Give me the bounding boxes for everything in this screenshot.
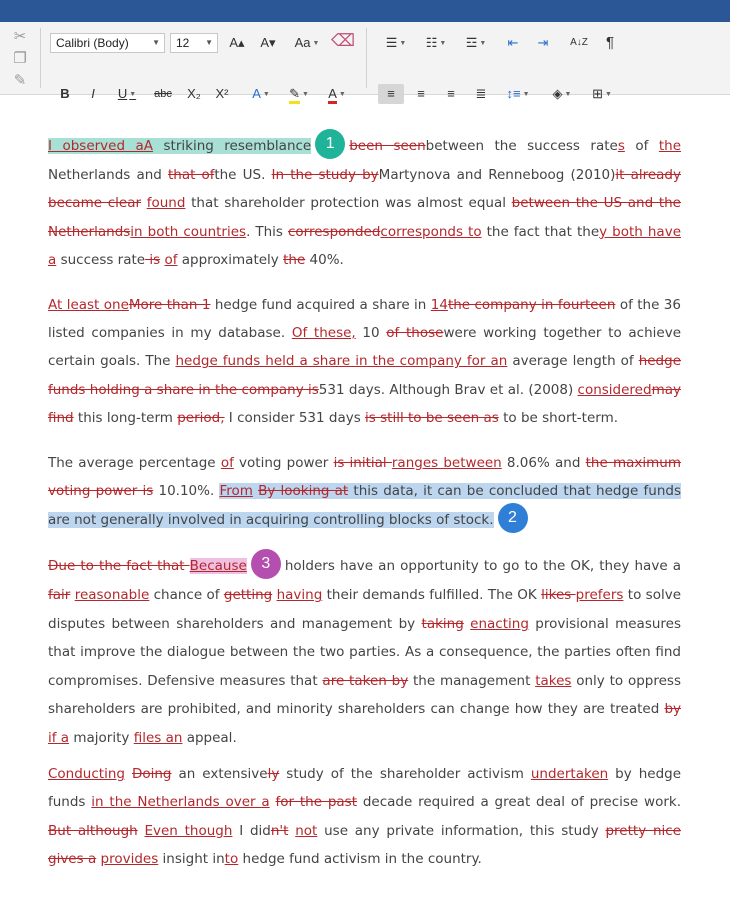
- annotation-badge-2[interactable]: 2: [498, 503, 528, 533]
- inserted-text: in both countries: [130, 223, 247, 240]
- deleted-text: Due to the fact that: [48, 558, 190, 575]
- text-effects-button[interactable]: A ▼: [252, 86, 270, 101]
- inserted-text: ranges between: [391, 454, 502, 471]
- plain-text: by hedge funds: [48, 765, 682, 811]
- deleted-text: getting: [223, 587, 273, 604]
- increase-indent-icon[interactable]: ⇥: [537, 35, 549, 50]
- plain-text: Netherlands and: [48, 167, 168, 183]
- plain-text: 10: [355, 325, 387, 342]
- deleted-text: is still to be seen as: [365, 410, 499, 427]
- deleted-text: n't: [270, 822, 289, 839]
- strikethrough-button[interactable]: abc: [154, 88, 172, 100]
- deleted-text: are taken by: [322, 672, 409, 689]
- inserted-text: From: [219, 483, 253, 500]
- plain-text: 10.10%.: [153, 483, 220, 500]
- deleted-text: the: [283, 252, 306, 269]
- inserted-text: Of these,: [291, 325, 356, 342]
- line-spacing-icon: ↕≡: [506, 86, 521, 101]
- plain-text: insight in: [158, 851, 225, 868]
- plain-text: this data, it can be concluded that hedge funds are not generally involved in acquiring controlling blocks of stock.: [48, 483, 681, 529]
- copy-icon[interactable]: ❐: [13, 49, 27, 67]
- inserted-text: At least one: [48, 296, 129, 313]
- ribbon-toolbar: [0, 22, 730, 101]
- inserted-text: not: [295, 822, 318, 839]
- font-color-button[interactable]: A ▼: [320, 84, 354, 104]
- plain-text: appeal.: [182, 729, 237, 746]
- plain-text: 40%.: [305, 252, 344, 269]
- deleted-text: been seen: [349, 138, 426, 154]
- deleted-text: In the study by: [271, 167, 379, 183]
- plain-text: 8.06% and: [501, 454, 586, 471]
- align-left-icon[interactable]: ≡: [378, 84, 404, 104]
- inserted-text: if a: [48, 729, 70, 746]
- chevron-down-icon: ▼: [152, 38, 160, 47]
- paragraph-5: [48, 760, 681, 874]
- deleted-text: between the US and the Netherlands: [48, 195, 681, 240]
- inserted-text: hedge funds held a share in the company for an: [175, 353, 508, 370]
- paint-bucket-icon: ◈: [552, 86, 563, 101]
- inserted-text: Conducting: [48, 765, 125, 782]
- plain-text: study of the shareholder activism: [279, 765, 531, 782]
- deleted-text: corresponded: [288, 223, 381, 240]
- italic-button[interactable]: I: [91, 86, 95, 101]
- divider: [366, 28, 367, 88]
- plain-text: between the success rate: [425, 138, 618, 154]
- align-right-icon[interactable]: ≡: [447, 86, 455, 101]
- bold-button[interactable]: B: [60, 86, 70, 101]
- inserted-text: prefers: [575, 587, 624, 604]
- underline-button[interactable]: U ▼: [117, 86, 137, 101]
- decrease-indent-icon[interactable]: ⇤: [507, 35, 519, 50]
- numbering-button[interactable]: ☷ ▼: [425, 35, 447, 50]
- deleted-text: ly: [267, 765, 280, 782]
- inserted-text: s: [617, 138, 625, 154]
- inserted-text: of: [220, 454, 234, 471]
- plain-text: provisional measures that improve the dialogue between the two parties. As a consequence, the parties often find compromises. Defensive measures that: [48, 615, 681, 689]
- deleted-text: likes: [541, 587, 576, 604]
- inserted-text: 14: [430, 296, 448, 313]
- highlighter-icon: ✎: [289, 86, 300, 104]
- inserted-text: having: [276, 587, 323, 604]
- plain-text: of the 36 listed companies in my database.: [48, 296, 681, 342]
- plain-text: use any private information, this study: [317, 822, 606, 839]
- paragraph-4: [48, 551, 681, 751]
- plain-text: I consider 531 days: [224, 410, 366, 427]
- plain-text: chance of: [149, 587, 224, 604]
- deleted-text: the maximum voting power is: [48, 454, 681, 500]
- plain-text: 531 days. Although Brav et al. (2008): [318, 381, 578, 398]
- inserted-text: Even though: [144, 822, 233, 839]
- plain-text: the US.: [214, 167, 272, 183]
- deleted-text: By looking at: [258, 483, 349, 500]
- deleted-text: Doing: [131, 765, 172, 782]
- format-painter-icon[interactable]: ✎: [13, 71, 27, 89]
- plain-text: [125, 766, 132, 782]
- inserted-text: of: [164, 252, 178, 269]
- inserted-text: in the Netherlands over a: [91, 794, 270, 811]
- plain-text: that shareholder protection was almost equal: [185, 195, 512, 212]
- align-center-icon[interactable]: ≡: [417, 86, 425, 101]
- inserted-text: Because: [189, 558, 247, 575]
- inserted-text: to: [224, 851, 239, 868]
- plain-text: holders have an opportunity to go to the OK, they have a: [284, 558, 682, 575]
- plain-text: only to oppress shareholders are prohibited, and minority shareholders can change how they are treated: [48, 672, 681, 718]
- clear-formatting-icon[interactable]: ⌫: [330, 31, 356, 50]
- deleted-text: it already became clear: [48, 167, 681, 212]
- numbered-list-icon: ☷: [425, 35, 438, 50]
- highlighted-phrase: [48, 138, 311, 154]
- plain-text: average length of: [507, 353, 639, 370]
- justify-icon[interactable]: ≣: [475, 86, 487, 101]
- borders-icon: ⊞: [592, 86, 603, 101]
- deleted-text: fair: [48, 587, 71, 604]
- deleted-text: is: [145, 252, 161, 269]
- inserted-text: enacting: [470, 615, 529, 632]
- deleted-text: for the past: [275, 794, 358, 811]
- deleted-text: that of: [167, 167, 215, 183]
- deleted-text: period,: [177, 410, 225, 427]
- grow-font-button[interactable]: A▴: [229, 35, 245, 50]
- chevron-down-icon: ▼: [205, 38, 213, 47]
- plain-text: decade required a great deal of precise work.: [357, 794, 682, 811]
- inserted-text: corresponds to: [380, 223, 482, 240]
- divider: [40, 28, 41, 88]
- plain-text: of: [624, 138, 659, 154]
- plain-text: to be short-term.: [498, 410, 619, 427]
- deleted-text: But although: [48, 822, 138, 839]
- inserted-text: takes: [535, 672, 572, 689]
- shading-button[interactable]: ◈ ▼: [552, 86, 572, 101]
- annotation-badge-1[interactable]: 1: [315, 129, 345, 159]
- bullets-button[interactable]: ☰ ▼: [385, 35, 407, 50]
- subscript-button[interactable]: X₂: [187, 86, 201, 101]
- document-body[interactable]: [48, 131, 681, 890]
- deleted-text: the company in fourteen: [447, 296, 616, 313]
- inserted-text: found: [146, 195, 186, 212]
- plain-text: to solve disputes between shareholders and management by: [48, 587, 682, 632]
- plain-text: striking resemblance: [153, 138, 312, 154]
- deleted-text: hedge funds holding a share in the company is: [48, 353, 681, 398]
- bullet-list-icon: ☰: [385, 35, 398, 50]
- plain-text: hedge fund acquired a share in: [210, 296, 431, 313]
- shrink-font-button[interactable]: A▾: [260, 35, 276, 50]
- plain-text: an extensive: [171, 765, 268, 782]
- cut-icon[interactable]: ✂: [13, 27, 27, 45]
- deleted-text: taking: [421, 615, 464, 632]
- deleted-text: may find: [48, 381, 681, 427]
- multilevel-list-icon: ☲: [465, 35, 478, 50]
- paragraph-2: [48, 291, 681, 433]
- font-size-select[interactable]: 12 ▼: [170, 33, 218, 53]
- plain-text: approximately: [177, 252, 284, 269]
- inserted-text: considered: [577, 381, 652, 398]
- change-case-button[interactable]: Aa ▼: [294, 35, 320, 50]
- line-spacing-button[interactable]: ↕≡ ▼: [506, 86, 530, 101]
- inserted-text: reasonable: [74, 587, 150, 604]
- borders-button[interactable]: ⊞ ▼: [592, 86, 612, 101]
- inserted-text: y both have a: [48, 223, 681, 269]
- plain-text: majority: [69, 729, 134, 746]
- deleted-text: pretty nice gives a: [48, 822, 681, 868]
- plain-text: voting power: [233, 454, 334, 471]
- plain-text: were working together to achieve certain goals. The: [48, 325, 681, 370]
- inserted-text: the: [658, 138, 682, 154]
- plain-text: their demands fulfilled. The OK: [322, 587, 542, 604]
- plain-text: Martynova and Renneboog (2010): [378, 167, 616, 183]
- plain-text: the management: [408, 672, 536, 689]
- paragraph-1: [48, 131, 681, 275]
- show-formatting-button[interactable]: ¶: [605, 34, 615, 51]
- annotation-badge-3[interactable]: 3: [251, 549, 281, 579]
- plain-text: I did: [232, 822, 271, 839]
- font-name-select[interactable]: Calibri (Body) ▼: [50, 33, 165, 53]
- inserted-text: I observed aA: [48, 138, 154, 154]
- plain-text: this long-term: [73, 410, 178, 427]
- deleted-text: More than 1: [128, 296, 211, 313]
- paragraph-3: [48, 449, 681, 536]
- plain-text: success rate: [56, 252, 146, 269]
- inserted-text: provides: [100, 851, 159, 868]
- plain-text: The average percentage: [48, 454, 221, 471]
- sort-button[interactable]: A↓Z: [570, 37, 588, 48]
- plain-text: . This: [246, 223, 288, 240]
- highlight-color-button[interactable]: ✎ ▼: [282, 84, 316, 104]
- deleted-text: of those: [386, 325, 444, 342]
- plain-text: the fact that the: [481, 223, 600, 240]
- deleted-text: is initial: [333, 454, 392, 471]
- multilevel-list-button[interactable]: ☲ ▼: [465, 35, 487, 50]
- plain-text: hedge fund activism in the country.: [238, 851, 482, 868]
- inserted-text: undertaken: [530, 765, 609, 782]
- deleted-text: by: [664, 701, 681, 718]
- superscript-button[interactable]: X²: [215, 86, 229, 101]
- title-bar: [0, 0, 730, 22]
- inserted-text: files an: [133, 729, 183, 746]
